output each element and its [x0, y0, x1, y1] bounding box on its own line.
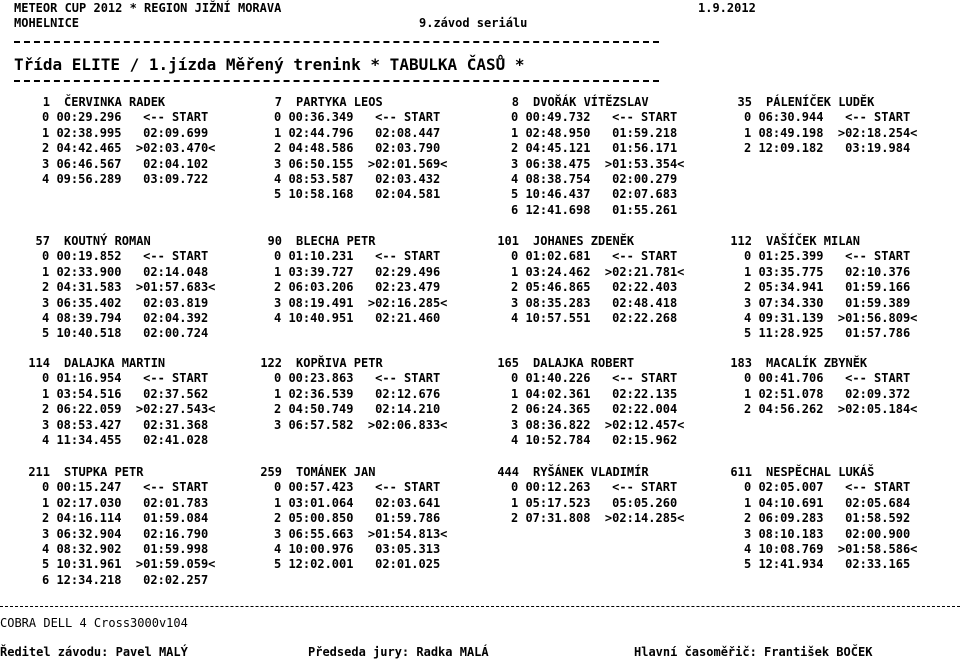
lap-row: 4 10:08.769 >01:58.586<: [744, 542, 918, 556]
rider-name: MACALÍK ZBYNĚK: [766, 356, 868, 370]
rider-number: 35: [737, 95, 752, 109]
rider-name: STUPKA PETR: [64, 465, 144, 479]
lap-row: 3 06:57.582 >02:06.833<: [274, 417, 448, 432]
lap-row: 0 00:12.263 <-- START: [511, 480, 678, 495]
rider-name: VAŠÍČEK MILAN: [766, 234, 860, 248]
rider-number: 114: [28, 356, 50, 370]
lap-row: 0 00:49.732 <-- START: [511, 110, 678, 125]
chief-timekeeper: Hlavní časoměřič: František BOČEK: [634, 645, 873, 659]
lap-row: 3 06:35.402 02:03.819: [42, 295, 209, 310]
rider-header: [487, 234, 634, 248]
lap-row: 1 08:49.198 >02:18.254<: [744, 125, 918, 140]
rider-number: 122: [260, 356, 282, 370]
lap-row: 2 06:03.206 02:23.479: [274, 280, 441, 295]
rider-header: [487, 465, 649, 479]
lap-row: 3 08:19.491 >02:16.285<: [274, 295, 448, 310]
lap-row: 4 11:34.455 02:41.028: [42, 433, 209, 447]
lap-row: 5 11:28.925 01:57.786: [744, 326, 911, 341]
lap-row: 5 10:58.168 02:04.581: [274, 187, 441, 202]
lap-row: 0 00:15.247 <-- START: [42, 480, 209, 495]
lap-row: 2 04:50.749 02:14.210: [274, 402, 441, 417]
lap-row: 3 08:53.427 02:31.368: [42, 417, 209, 432]
lap-row: 0 01:16.954 <-- START: [42, 371, 209, 386]
rider-header: [250, 234, 375, 248]
rider-number: 165: [497, 356, 519, 370]
lap-row: 2 06:09.283 01:58.592: [744, 511, 911, 526]
lap-row: 1 03:39.727 02:29.496: [274, 264, 441, 279]
rider-name: DALAJKA MARTIN: [64, 356, 166, 370]
lap-row: 1 02:33.900 02:14.048: [42, 264, 209, 279]
lap-row: 1 03:01.064 02:03.641: [274, 495, 441, 510]
lap-row: 4 10:52.784 02:15.962: [511, 433, 678, 447]
rider-number: 183: [730, 356, 752, 370]
lap-row: 2 06:22.059 >02:27.543<: [42, 402, 216, 417]
rider-header: [18, 95, 165, 109]
lap-row: 3 08:36.822 >02:12.457<: [511, 417, 685, 432]
venue: MOHELNICE: [14, 16, 80, 30]
rider-header: [18, 465, 143, 479]
lap-row: 1 02:48.950 01:59.218: [511, 125, 678, 140]
title-rule: [14, 80, 659, 82]
rider-header: [18, 356, 165, 370]
lap-row: 3 08:10.183 02:00.900: [744, 526, 911, 541]
top-rule: [14, 41, 659, 43]
lap-row: 3 06:55.663 >01:54.813<: [274, 526, 448, 541]
rider-name: KOPŘIVA PETR: [296, 356, 383, 370]
lap-row: 2 04:16.114 01:59.084: [42, 511, 209, 526]
lap-row: 1 02:38.995 02:09.699: [42, 125, 209, 140]
rider-header: [250, 356, 383, 370]
lap-row: 2 05:34.941 01:59.166: [744, 280, 911, 295]
lap-row: 2 05:46.865 02:22.403: [511, 280, 678, 295]
lap-row: 5 10:46.437 02:07.683: [511, 187, 678, 202]
lap-row: 0 01:02.681 <-- START: [511, 249, 678, 264]
lap-row: 3 06:38.475 >01:53.354<: [511, 156, 685, 171]
lap-row: 2 05:00.850 01:59.786: [274, 511, 441, 526]
event-title: METEOR CUP 2012 * REGION JIŽNÍ MORAVA: [14, 1, 282, 15]
rider-number: 90: [267, 234, 282, 248]
lap-row: 4 09:56.289 03:09.722: [42, 172, 209, 186]
rider-name: NESPĚCHAL LUKÁŠ: [766, 465, 875, 479]
rider-header: [720, 356, 867, 370]
lap-row: 4 08:38.754 02:00.279: [511, 172, 678, 186]
lap-row: 0 00:23.863 <-- START: [274, 371, 441, 386]
rider-name: DVOŘÁK VÍTĚZSLAV: [533, 95, 649, 109]
lap-row: 5 12:41.934 02:33.165: [744, 557, 911, 572]
lap-row: 5 10:31.961 >01:59.059<: [42, 557, 216, 572]
lap-row: 5 10:40.518 02:00.724: [42, 326, 209, 341]
rider-number: 1: [42, 95, 50, 109]
lap-row: 4 09:31.139 >01:56.809<: [744, 311, 918, 325]
rider-name: KOUTNÝ ROMAN: [64, 234, 151, 248]
lap-row: 4 08:39.794 02:04.392: [42, 311, 209, 325]
lap-row: 1 04:10.691 02:05.684: [744, 495, 911, 510]
rider-header: [720, 465, 874, 479]
lap-row: 2 04:56.262 >02:05.184<: [744, 402, 918, 417]
rider-name: BLECHA PETR: [296, 234, 376, 248]
lap-row: 0 01:40.226 <-- START: [511, 371, 678, 386]
lap-row: 4 10:00.976 03:05.313: [274, 542, 441, 556]
lap-row: 3 08:35.283 02:48.418: [511, 295, 678, 310]
lap-row: 2 06:24.365 02:22.004: [511, 402, 678, 417]
rider-number: 112: [730, 234, 752, 248]
lap-row: 0 02:05.007 <-- START: [744, 480, 911, 495]
rider-name: RYŠÁNEK VLADIMÍR: [533, 465, 649, 479]
rider-name: TOMÁNEK JAN: [296, 465, 376, 479]
rider-header: [250, 465, 375, 479]
lap-row: 1 03:35.775 02:10.376: [744, 264, 911, 279]
lap-row: 3 06:32.904 02:16.790: [42, 526, 209, 541]
rider-header: [18, 234, 151, 248]
rider-header: [487, 95, 649, 109]
rider-number: 611: [730, 465, 752, 479]
rider-number: 57: [35, 234, 50, 248]
rider-number: 7: [274, 95, 282, 109]
lap-row: 5 12:02.001 02:01.025: [274, 557, 441, 572]
lap-row: 6 12:41.698 01:55.261: [511, 202, 678, 217]
lap-row: 1 02:17.030 02:01.783: [42, 495, 209, 510]
lap-row: 1 02:51.078 02:09.372: [744, 386, 911, 401]
lap-row: 0 01:10.231 <-- START: [274, 249, 441, 264]
lap-row: 0 00:29.296 <-- START: [42, 110, 209, 125]
jury-chair: Předseda jury: Radka MALÁ: [308, 645, 489, 659]
round-label: 9.závod seriálu: [419, 16, 528, 30]
lap-row: 0 00:36.349 <-- START: [274, 110, 441, 125]
device-label: COBRA DELL 4 Cross3000v104: [0, 616, 188, 630]
rider-number: 8: [511, 95, 519, 109]
lap-row: 1 02:36.539 02:12.676: [274, 386, 441, 401]
rider-number: 259: [260, 465, 282, 479]
rider-number: 211: [28, 465, 50, 479]
rider-number: 444: [497, 465, 519, 479]
lap-row: 3 06:50.155 >02:01.569<: [274, 156, 448, 171]
race-director: Ředitel závodu: Pavel MALÝ: [0, 645, 188, 659]
rider-name: ČERVINKA RADEK: [64, 95, 166, 109]
rider-name: DALAJKA ROBERT: [533, 356, 635, 370]
rider-header: [720, 95, 874, 109]
rider-name: JOHANES ZDENĚK: [533, 234, 635, 248]
lap-row: 0 01:25.399 <-- START: [744, 249, 911, 264]
lap-row: 0 00:19.852 <-- START: [42, 249, 209, 264]
event-date: 1.9.2012: [698, 1, 756, 15]
lap-row: 3 06:46.567 02:04.102: [42, 156, 209, 171]
lap-row: 1 03:54.516 02:37.562: [42, 386, 209, 401]
lap-row: 1 05:17.523 05:05.260: [511, 495, 678, 510]
footer-rule: [0, 606, 960, 607]
lap-row: 4 10:57.551 02:22.268: [511, 311, 678, 325]
lap-row: 4 08:53.587 02:03.432: [274, 172, 441, 186]
lap-row: 2 12:09.182 03:19.984: [744, 141, 911, 156]
lap-row: 1 02:44.796 02:08.447: [274, 125, 441, 140]
lap-row: 0 00:57.423 <-- START: [274, 480, 441, 495]
lap-row: 1 04:02.361 02:22.135: [511, 386, 678, 401]
lap-row: 1 03:24.462 >02:21.781<: [511, 264, 685, 279]
lap-row: 2 04:45.121 01:56.171: [511, 141, 678, 156]
lap-row: 4 08:32.902 01:59.998: [42, 542, 209, 556]
rider-number: 101: [497, 234, 519, 248]
lap-row: 6 12:34.218 02:02.257: [42, 572, 209, 587]
rider-header: [250, 95, 383, 109]
rider-name: PÁLENÍČEK LUDĚK: [766, 95, 875, 109]
lap-row: 4 10:40.951 02:21.460: [274, 311, 441, 325]
lap-row: 0 06:30.944 <-- START: [744, 110, 911, 125]
lap-row: 2 04:42.465 >02:03.470<: [42, 141, 216, 156]
rider-header: [487, 356, 634, 370]
lap-row: 0 00:41.706 <-- START: [744, 371, 911, 386]
lap-row: 2 04:48.586 02:03.790: [274, 141, 441, 156]
lap-row: 3 07:34.330 01:59.389: [744, 295, 911, 310]
page-title: Třída ELITE / 1.jízda Měřený trenink * TABULKA ČASŮ *: [14, 55, 525, 74]
lap-row: 2 07:31.808 >02:14.285<: [511, 511, 685, 526]
rider-header: [720, 234, 860, 248]
rider-name: PARTYKA LEOS: [296, 95, 383, 109]
lap-row: 2 04:31.583 >01:57.683<: [42, 280, 216, 295]
